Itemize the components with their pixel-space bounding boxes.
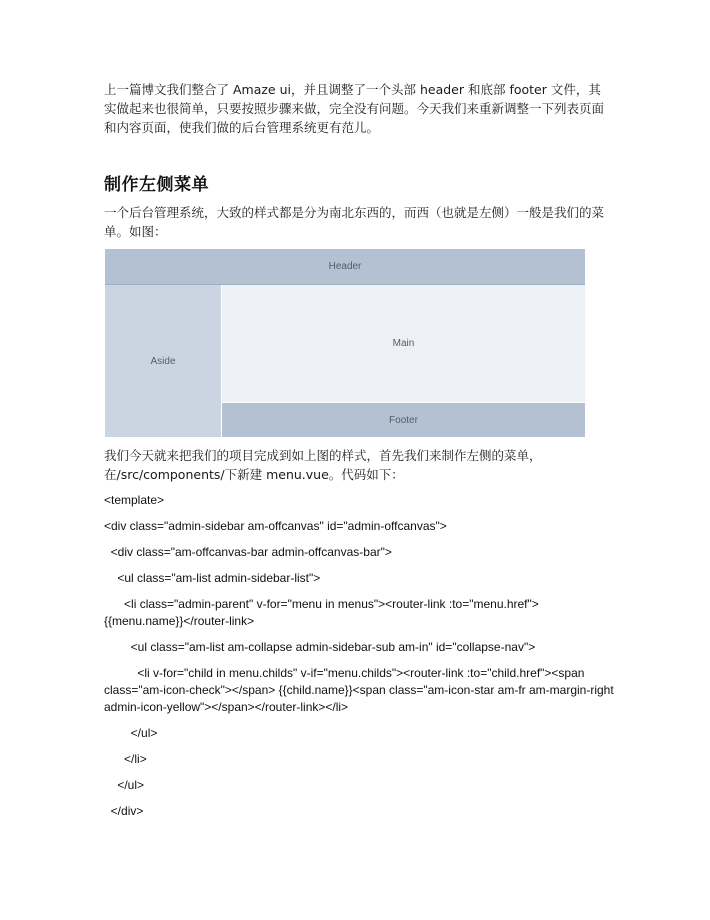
- code-line: <div class="admin-sidebar am-offcanvas" id="admin-offcanvas">: [104, 519, 447, 533]
- code-line: <ul class="am-list admin-sidebar-list">: [104, 571, 321, 585]
- code-line: <li class="admin-parent" v-for="menu in menus"><router-link :to="menu.href">{{menu.name}}</router-link>: [104, 597, 539, 628]
- layout-diagram: [105, 249, 585, 437]
- code-line: </ul>: [104, 726, 158, 740]
- code-line: <ul class="am-list am-collapse admin-sidebar-sub am-in" id="collapse-nav">: [104, 640, 536, 654]
- code-line: </ul>: [104, 778, 145, 792]
- code-line: </li>: [104, 752, 147, 766]
- code-line: <div class="am-offcanvas-bar admin-offcanvas-bar">: [104, 545, 392, 559]
- intro-paragraph: 上一篇博文我们整合了 Amaze ui，并且调整了一个头部 header 和底部 footer 文件，其实做起来也很简单，只要按照步骤来做，完全没有问题。今天我们来重新调整一下列表页面和内容页面，使我们做的后台管理系统更有范儿。: [104, 82, 605, 135]
- after-diagram-paragraph: 我们今天就来把我们的项目完成到如上图的样式，首先我们来制作左侧的菜单，在/src/components/下新建 menu.vue。代码如下：: [104, 448, 542, 482]
- code-line: <template>: [104, 493, 165, 507]
- section-heading: 制作左侧菜单: [104, 175, 209, 195]
- section-intro-paragraph: 一个后台管理系统，大致的样式都是分为南北东西的，而西（也就是左侧）一般是我们的菜单。如图：: [104, 205, 605, 239]
- diagram-footer-region: Footer: [222, 403, 585, 437]
- code-line: <li v-for="child in menu.childs" v-if="menu.childs"><router-link :to="child.href"><span class="am-icon-check"></span> {{child.name}}<span class="am-icon-star am-fr am-margin-right admin-icon-yellow"></span></router-link></li>: [104, 666, 618, 714]
- diagram-header-region: Header: [105, 249, 585, 285]
- diagram-aside-region: Aside: [105, 285, 221, 437]
- code-line: </div>: [104, 804, 144, 818]
- diagram-main-region: Main: [222, 285, 585, 402]
